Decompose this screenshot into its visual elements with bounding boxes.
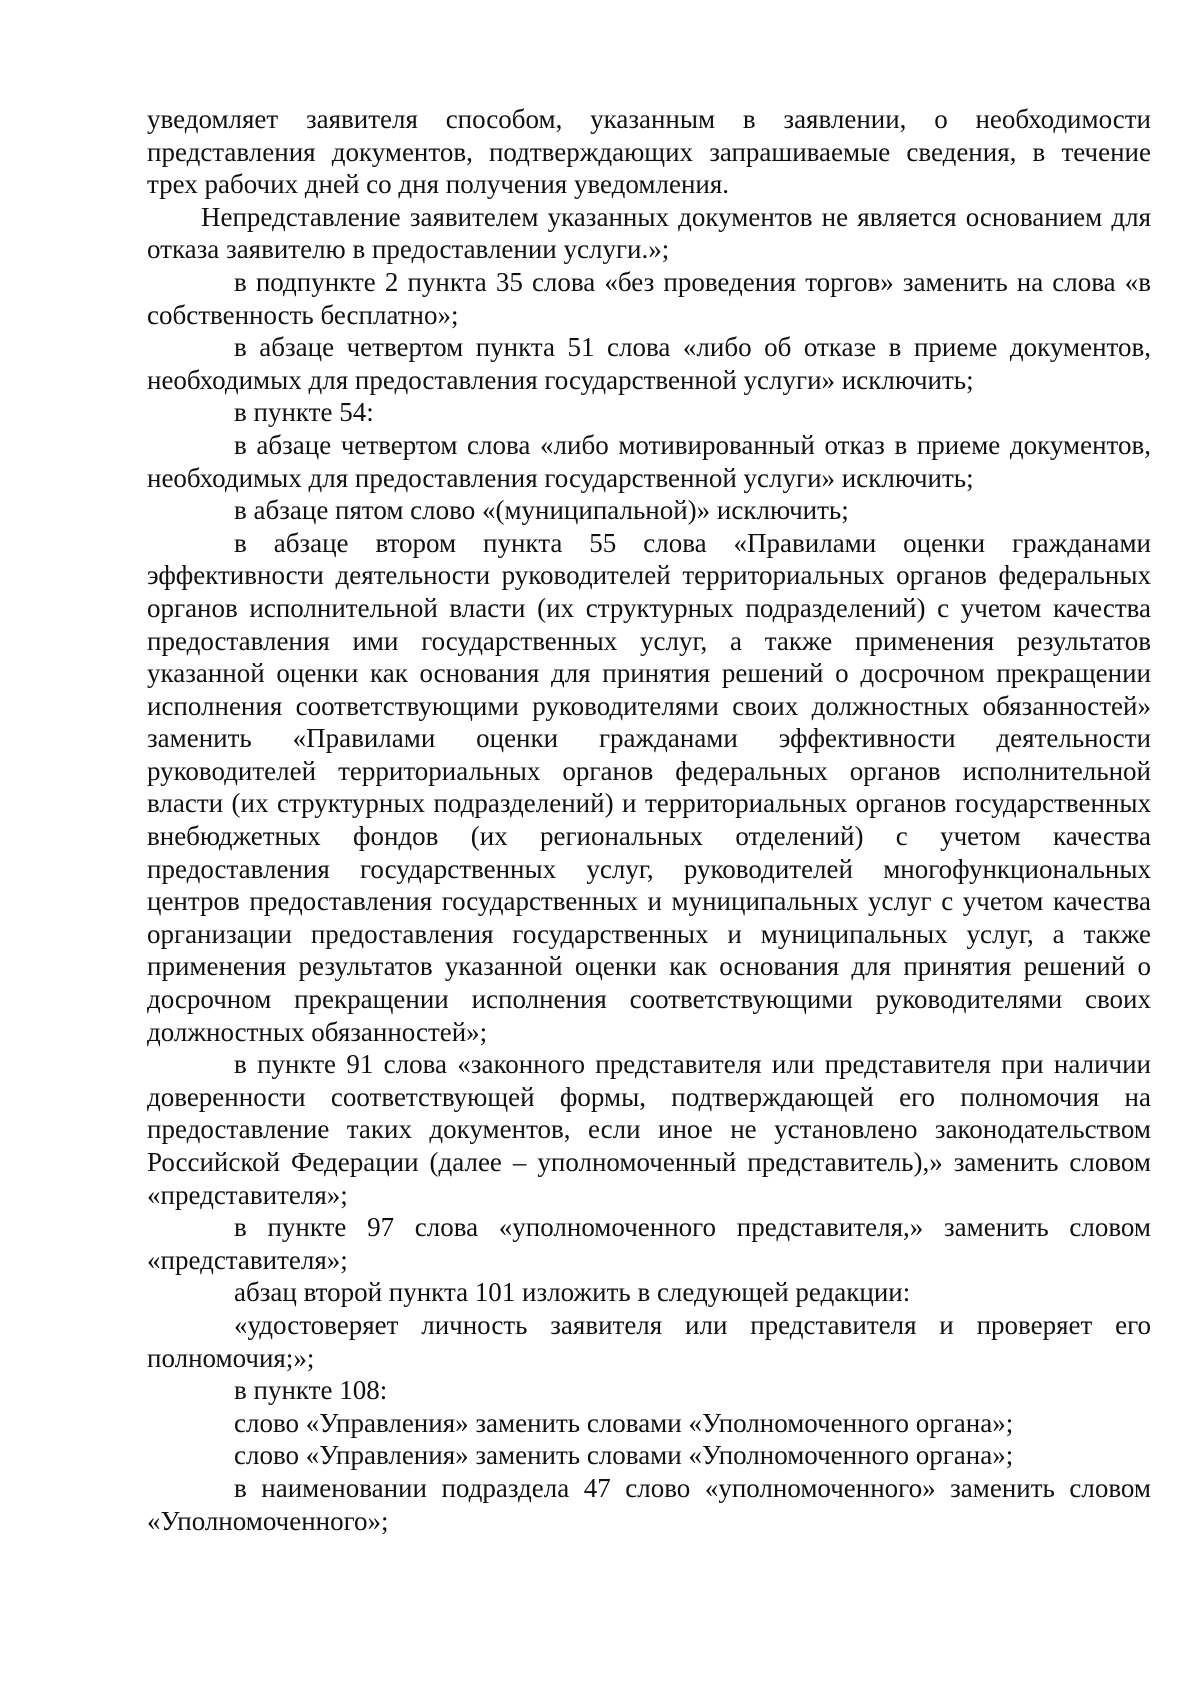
paragraph-item-54-fourth: в абзаце четвертом слова «либо мотивированный отказ в приеме документов, необходимых для предоставления государственной услуги» исключить; <box>147 429 1151 493</box>
paragraph-subsection-47: в наименовании подраздела 47 слово «уполномоченного» заменить словом «Уполномоченного»; <box>147 1472 1151 1536</box>
paragraph-item-108-first: слово «Управления» заменить словами «Уполномоченного органа»; <box>234 1407 1014 1438</box>
paragraph-item-101: абзац второй пункта 101 изложить в следующей редакции: <box>234 1277 911 1308</box>
paragraph-item-101-new-text: «удостоверяет личность заявителя или представителя и проверяет его полномочия;»; <box>147 1309 1151 1373</box>
paragraph-item-35: в подпункте 2 пункта 35 слова «без проведения торгов» заменить на слова «в собственность бесплатно»; <box>147 266 1151 330</box>
paragraph-continuation: уведомляет заявителя способом, указанным в заявлении, о необходимости представления документов, подтверждающих запрашиваемые сведения, в течение трех рабочих дней со дня получения уведомления. <box>147 104 1151 200</box>
paragraph-item-91: в пункте 91 слова «законного представителя или представителя при наличии доверенности соответствующей формы, подтверждающей его полномочия на предоставление таких документов, если иное не установлено законодательством Российской Федерации (далее – уполномоченный представитель),» заменить словом «представителя»; <box>147 1049 1151 1210</box>
paragraph-item-97: в пункте 97 слова «уполномоченного представителя,» заменить словом «представителя»; <box>147 1212 1151 1275</box>
paragraph-item-108: в пункте 108: <box>234 1375 388 1406</box>
paragraph-item-54-fifth: в абзаце пятом слово «(муниципальной)» исключить; <box>234 495 849 526</box>
paragraph-item-55: в абзаце втором пункта 55 слова «Правилами оценки гражданами эффективности деятельности руководителей территориальных органов федеральных органов исполнительной власти (их структурных подразделений) с учетом качества предоставления ими государственных услуг, а также применения результатов указанной оценки как основания для принятия решений о досрочном прекращении исполнения соответствующими руководителями своих должностных обязанностей» заменить «Правилами оценки гражданами эффективности деятельности руководителей территориальных органов федеральных органов исполнительной власти (их структурных подразделений) и территориальных органов государственных внебюджетных фондов (их региональных отделений) с учетом качества предоставления государственных услуг, руководителей многофункциональных центров предоставления государственных и муниципальных услуг с учетом качества организации предоставления государственных и муниципальных услуг, а также применения результатов указанной оценки как основания для принятия решений о досрочном прекращении исполнения соответствующими руководителями своих должностных обязанностей»; <box>147 527 1151 1047</box>
paragraph-item-108-second: слово «Управления» заменить словами «Уполномоченного органа»; <box>234 1440 1014 1471</box>
paragraph-item-51: в абзаце четвертом пункта 51 слова «либо об отказе в приеме документов, необходимых для предоставления государственной услуги» исключить; <box>147 332 1151 395</box>
document-body <box>147 103 1151 1537</box>
paragraph-item-54: в пункте 54: <box>234 397 374 428</box>
paragraph-nonsubmission: Непредставление заявителем указанных документов не является основанием для отказа заявителю в предоставлении услуги.»; <box>147 201 1151 265</box>
